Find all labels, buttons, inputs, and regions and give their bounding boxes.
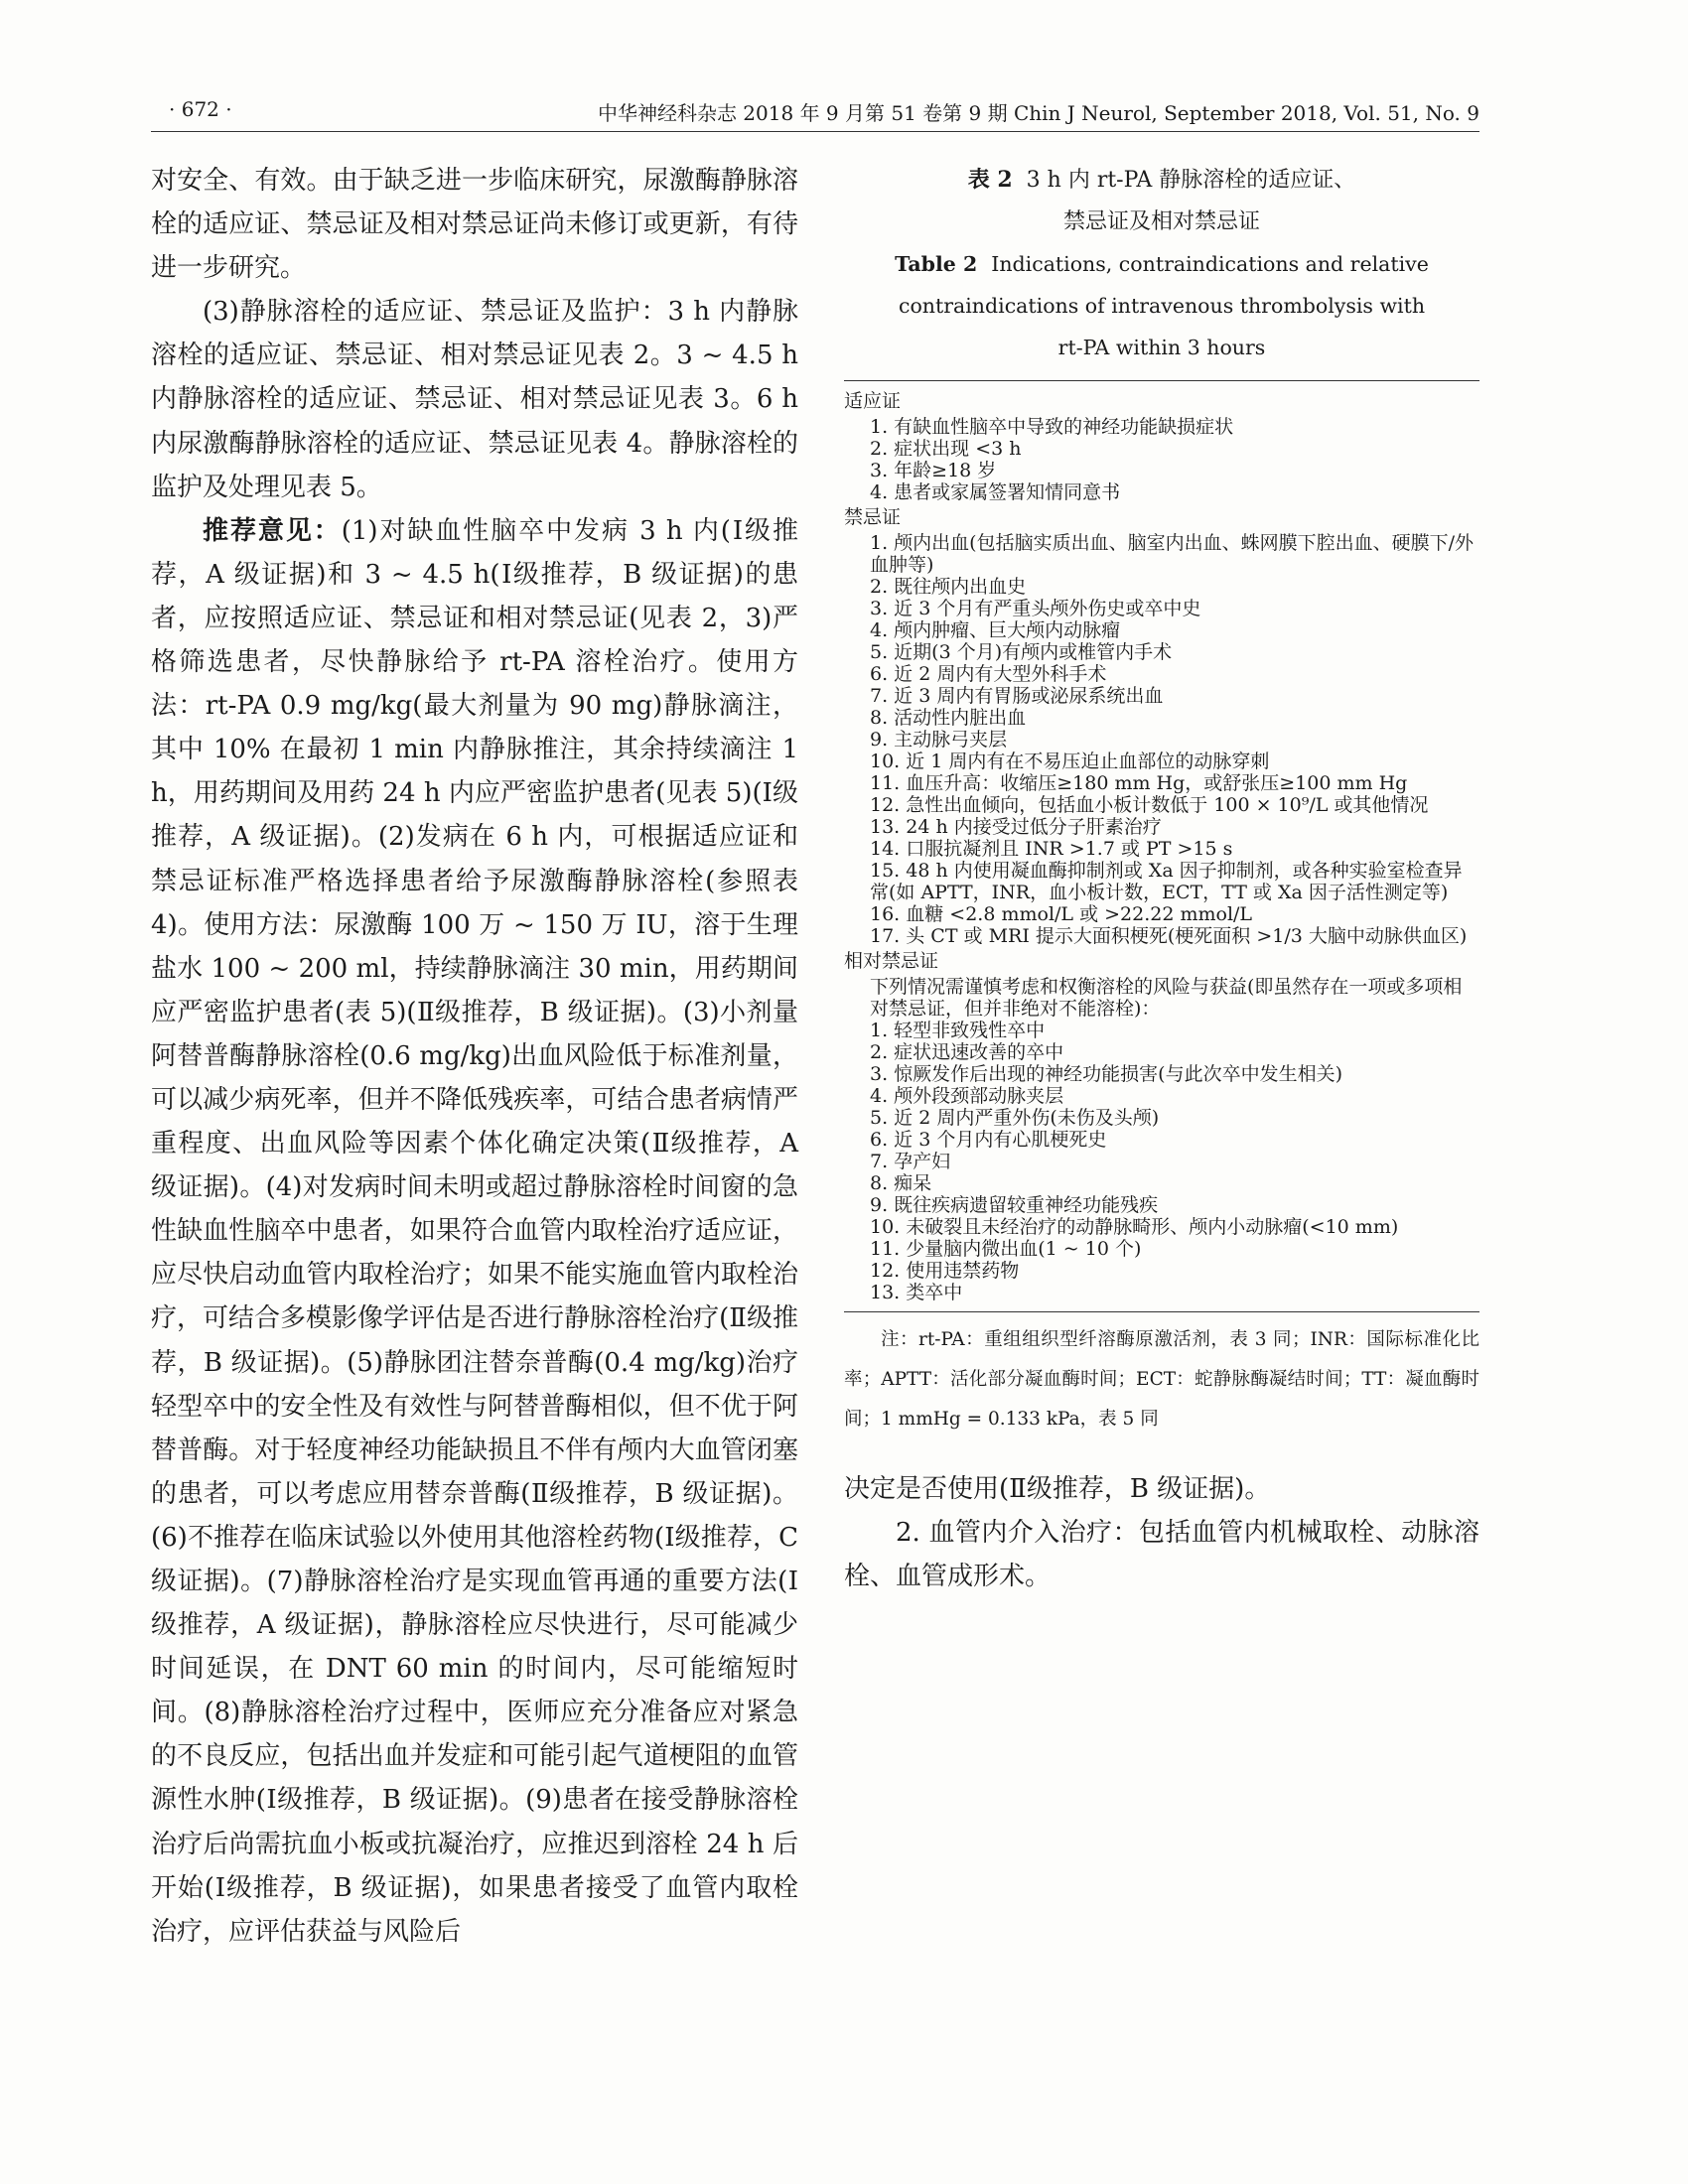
list-item: 8. 活动性内脏出血: [870, 707, 1027, 729]
table-note: 注：rt-PA：重组组织型纤溶酶原激活剂，表 3 同；INR：国际标准化比率；APTT：活化部分凝血酶时间；ECT：蛇静脉酶凝结时间；TT：凝血酶时间；1 mmHg = 0.133 kPa，表 5 同: [844, 1329, 1479, 1430]
list-item: 1. 轻型非致残性卒中: [870, 1020, 1046, 1041]
relative-intro: 下列情况需谨慎考虑和权衡溶栓的风险与获益(即虽然存在一项或多项相对禁忌证，但并非绝对不能溶栓)：: [870, 976, 1463, 1020]
section-heading-relative: 相对禁忌证: [844, 950, 939, 972]
recommendation-paragraph: [151, 509, 798, 1954]
list-item: 3. 年龄≥18 岁: [870, 460, 997, 481]
table-title-en-3: rt-PA within 3 hours: [1057, 336, 1266, 359]
list-item: 6. 近 2 周内有大型外科手术: [870, 663, 1107, 685]
list-item: 17. 头 CT 或 MRI 提示大面积梗死(梗死面积 >1/3 大脑中动脉供血区): [870, 925, 1468, 947]
criteria-table: [844, 380, 1479, 1312]
recommendation-body: (1)对缺血性脑卒中发病 3 h 内(Ⅰ级推荐，A 级证据)和 3 ~ 4.5 h(Ⅰ级推荐，B 级证据)的患者，应按照适应证、禁忌证和相对禁忌证(见表 2，3)严格筛选患者，尽快静脉给予 rt-PA 溶栓治疗。使用方法：rt-PA 0.9 mg/kg(最大剂量为 90 mg)静脉滴注，其中 10% 在最初 1 min 内静脉推注，其余持续滴注 1 h，用药期间及用药 24 h 内应严密监护患者(见表 5)(Ⅰ级推荐，A 级证据)。(2)发病在 6 h 内，可根据适应证和禁忌证标准严格选择患者给予尿激酶静脉溶栓(参照表 4)。使用方法：尿激酶 100 万 ~ 150 万 IU，溶于生理盐水 100 ~ 200 ml，持续静脉滴注 30 min，用药期间应严密监护患者(表 5)(Ⅱ级推荐，B 级证据)。(3)小剂量阿替普酶静脉溶栓(0.6 mg/kg)出血风险低于标准剂量，可以减少病死率，但并不降低残疾率，可结合患者病情严重程度、出血风险等因素个体化确定决策(Ⅱ级推荐，A 级证据)。(4)对发病时间未明或超过静脉溶栓时间窗的急性缺血性脑卒中患者，如果符合血管内取栓治疗适应证，应尽快启动血管内取栓治疗；如果不能实施血管内取栓治疗，可结合多模影像学评估是否进行静脉溶栓治疗(Ⅱ级推荐，B 级证据)。(5)静脉团注替奈普酶(0.4 mg/kg)治疗轻型卒中的安全性及有效性与阿替普酶相似，但不优于阿替普酶。对于轻度神经功能缺损且不伴有颅内大血管闭塞的患者，可以考虑应用替奈普酶(Ⅱ级推荐，B 级证据)。(6)不推荐在临床试验以外使用其他溶栓药物(Ⅰ级推荐，C 级证据)。(7)静脉溶栓治疗是实现血管再通的重要方法(Ⅰ级推荐，A 级证据)，静脉溶栓应尽快进行，尽可能减少时间延误，在 DNT 60 min 的时间内，尽可能缩短时间。(8)静脉溶栓治疗过程中，医师应充分准备应对紧急的不良反应，包括出血并发症和可能引起气道梗阻的血管源性水肿(Ⅰ级推荐，B 级证据)。(9)患者在接受静脉溶栓治疗后尚需抗血小板或抗凝治疗，应推迟到溶栓 24 h 后开始(Ⅰ级推荐，B 级证据)，如果患者接受了血管内取栓治疗，应评估获益与风险后: [151, 515, 798, 1947]
list-item: 2. 症状出现 <3 h: [870, 438, 1022, 460]
section-heading-indications: 适应证: [844, 390, 902, 412]
running-header: [151, 91, 1479, 132]
list-item: 16. 血糖 <2.8 mmol/L 或 >22.22 mmol/L: [870, 903, 1253, 925]
list-item: 8. 痴呆: [870, 1172, 932, 1194]
list-item: 12. 使用违禁药物: [870, 1260, 1020, 1282]
list-item: 14. 口服抗凝剂且 INR >1.7 或 PT >15 s: [870, 838, 1233, 860]
list-item: 12. 急性出血倾向，包括血小板计数低于 100 × 10⁹/L 或其他情况: [870, 794, 1429, 816]
page-number: · 672 ·: [169, 97, 232, 121]
right-tail-text: [844, 1467, 1479, 1598]
list-item: 11. 血压升高：收缩压≥180 mm Hg，或舒张压≥100 mm Hg: [870, 772, 1408, 794]
paragraph: (3)静脉溶栓的适应证、禁忌证及监护：3 h 内静脉溶栓的适应证、禁忌证、相对禁忌证见表 2。3 ~ 4.5 h 内静脉溶栓的适应证、禁忌证、相对禁忌证见表 3。6 h 内尿激酶静脉溶栓的适应证、禁忌证见表 4。静脉溶栓的监护及处理见表 5。: [151, 297, 798, 502]
list-item: 4. 患者或家属签署知情同意书: [870, 481, 1121, 503]
right-column: [844, 159, 1479, 1598]
section-heading-contraindications: 禁忌证: [844, 506, 902, 528]
list-item: 11. 少量脑内微出血(1 ~ 10 个): [870, 1238, 1142, 1260]
list-item: 4. 颅内肿瘤、巨大颅内动脉瘤: [870, 619, 1121, 641]
list-item: 15. 48 h 内使用凝血酶抑制剂或 Xa 因子抑制剂，或各种实验室检查异常(如 APTT，INR，血小板计数，ECT，TT 或 Xa 因子活性测定等): [870, 860, 1463, 903]
contraindications-list: [844, 532, 1479, 947]
list-item: 9. 主动脉弓夹层: [870, 729, 1008, 751]
list-item: 7. 孕产妇: [870, 1151, 951, 1172]
list-item: 5. 近期(3 个月)有颅内或椎管内手术: [870, 641, 1173, 663]
relative-contraindications-list: [844, 1020, 1479, 1303]
list-item: 2. 既往颅内出血史: [870, 576, 1027, 598]
list-item: 1. 有缺血性脑卒中导致的神经功能缺损症状: [870, 416, 1234, 438]
left-column: [151, 159, 798, 1954]
list-item: 13. 24 h 内接受过低分子肝素治疗: [870, 816, 1162, 838]
list-item: 5. 近 2 周内严重外伤(未伤及头颅): [870, 1107, 1160, 1129]
list-item: 4. 颅外段颈部动脉夹层: [870, 1085, 1064, 1107]
table-title-cn: 3 h 内 rt-PA 静脉溶栓的适应证、: [1026, 168, 1356, 193]
table-label-en: Table 2: [895, 252, 978, 276]
list-item: 10. 近 1 周内有在不易压迫止血部位的动脉穿刺: [870, 751, 1270, 772]
indications-list: [844, 416, 1479, 503]
table-title-en-2: contraindications of intravenous thrombolysis with: [898, 294, 1426, 318]
table-title-en: Indications, contraindications and relative: [991, 252, 1429, 276]
list-item: 2. 症状迅速改善的卒中: [870, 1041, 1064, 1063]
list-item: 9. 既往疾病遗留较重神经功能残疾: [870, 1194, 1159, 1216]
journal-citation: 中华神经科杂志 2018 年 9 月第 51 卷第 9 期 Chin J Neurol, September 2018, Vol. 51, No. 9: [597, 101, 1479, 125]
paragraph: 决定是否使用(Ⅱ级推荐，B 级证据)。: [844, 1474, 1271, 1504]
list-item: 7. 近 3 周内有胃肠或泌尿系统出血: [870, 685, 1164, 707]
list-item: 3. 近 3 个月有严重头颅外伤史或卒中史: [870, 598, 1201, 619]
list-item: 6. 近 3 个月内有心肌梗死史: [870, 1129, 1107, 1151]
table-caption: [844, 159, 1479, 368]
list-item: 13. 类卒中: [870, 1282, 963, 1303]
list-item: 10. 未破裂且未经治疗的动静脉畸形、颅内小动脉瘤(<10 mm): [870, 1216, 1399, 1238]
section-heading: 2. 血管内介入治疗：包括血管内机械取栓、动脉溶栓、血管成形术。: [844, 1518, 1479, 1591]
list-item: 1. 颅内出血(包括脑实质出血、脑室内出血、蛛网膜下腔出血、硬膜下/外血肿等): [870, 532, 1474, 576]
table-label-cn: 表 2: [967, 167, 1013, 193]
recommendation-lead: 推荐意见：: [203, 515, 342, 546]
paragraph: 对安全、有效。由于缺乏进一步临床研究，尿激酶静脉溶栓的适应证、禁忌证及相对禁忌证尚未修订或更新，有待进一步研究。: [151, 166, 798, 284]
list-item: 3. 惊厥发作后出现的神经功能损害(与此次卒中发生相关): [870, 1063, 1342, 1085]
table-title-cn-2: 禁忌证及相对禁忌证: [1062, 209, 1260, 234]
